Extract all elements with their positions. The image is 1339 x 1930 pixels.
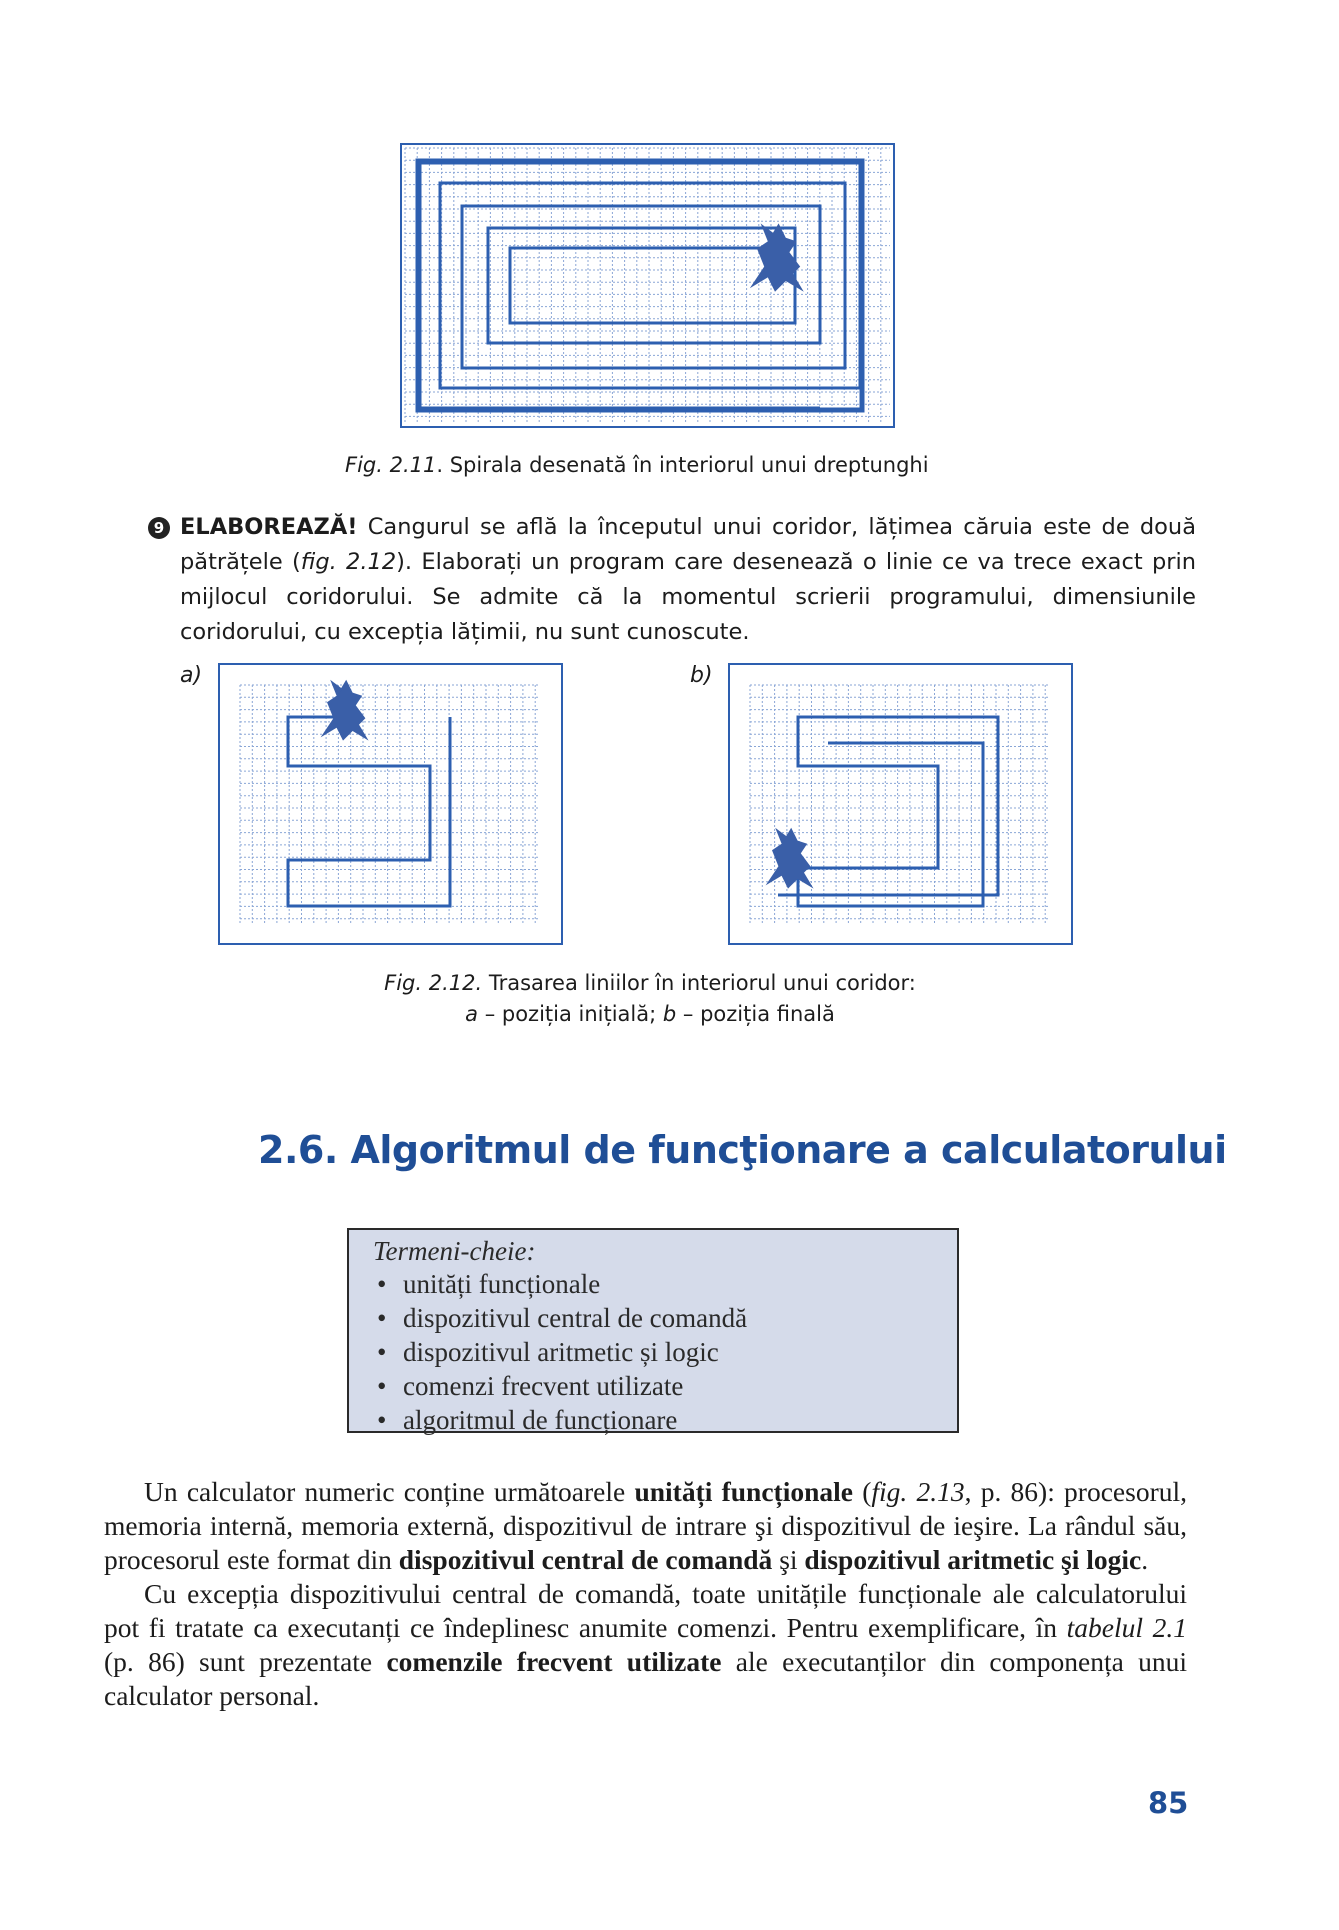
text-run: Cu excepția dispozitivului central de comandă, toate unitățile funcționale ale calculatorului pot fi tratate ca executanți ce îndeplinesc anumite comenzi. Pentru exemplificare, în	[104, 1578, 1187, 1643]
text-run: , p. 86): procesorul, memoria internă, memoria externă, dispozitivul de intrare şi dispozitivul de ieşire. La rândul său, procesorul este format din	[104, 1476, 1187, 1575]
figure-2-11-spiral	[400, 143, 895, 428]
text-run: (	[852, 1476, 872, 1507]
bold-term: dispozitivul aritmetic şi logic	[804, 1544, 1142, 1575]
table-ref: tabelul 2.1	[1066, 1612, 1187, 1643]
figure-ref: Fig. 2.11	[345, 453, 437, 477]
exercise-text-part: ). Elaborați un program care desenează o linie ce va trece exact prin mijlocul coridorului. Se admite că la momentul scrierii programului, dimensiunile coridorului, cu excepția lățimii, nu sunt cunoscute.	[180, 549, 1196, 645]
caption-text: Trasarea liniilor în interiorul unui coridor:	[482, 971, 916, 995]
paragraph-2	[104, 1577, 1187, 1713]
text-run: .	[1141, 1544, 1149, 1575]
exercise-fig-ref: fig. 2.12	[300, 549, 397, 575]
figure-2-12-b-corridor	[728, 663, 1073, 945]
caption-text: . Spirala desenată în interiorul unui dreptunghi	[436, 453, 929, 477]
subfigure-label-a: a)	[180, 663, 203, 688]
key-term-item: • comenzi frecvent utilizate	[373, 1369, 957, 1403]
page-number: 85	[1148, 1786, 1189, 1820]
figure-2-12-a-corridor	[218, 663, 563, 945]
fig-ref: fig. 2.13	[871, 1476, 965, 1507]
exercise-text	[180, 510, 1196, 650]
key-terms-list	[373, 1267, 957, 1437]
key-terms-box	[347, 1228, 959, 1433]
exercise-9	[148, 510, 1196, 650]
exercise-number-badge: 9	[148, 517, 170, 539]
text-run: ale executanților din componența unui calculator personal.	[104, 1646, 1187, 1711]
text-run: Un calculator numeric conține următoarele	[144, 1476, 635, 1507]
bold-term: comenzile frecvent utilizate	[386, 1646, 722, 1677]
key-term-item: • dispozitivul aritmetic și logic	[373, 1335, 957, 1369]
caption-text: – poziția inițială;	[478, 1002, 663, 1026]
figure-ref: Fig. 2.12.	[384, 971, 483, 995]
key-terms-title: Termeni-cheie:	[373, 1236, 536, 1266]
subfigure-label-b: b)	[690, 663, 713, 688]
exercise-tag: ELABOREAZĂ!	[180, 514, 358, 540]
figure-2-11-caption	[345, 450, 929, 481]
key-term-item: • algoritmul de funcționare	[373, 1403, 957, 1437]
body-text	[104, 1475, 1187, 1713]
key-term-item: • dispozitivul central de comandă	[373, 1301, 957, 1335]
exercise-text-part: Cangurul se află la începutul unui coridor, lățimea căruia este de două pătrățele (	[180, 514, 1196, 575]
caption-a: a	[465, 1002, 479, 1026]
key-term-item: • unități funcționale	[373, 1267, 957, 1301]
bold-term: dispozitivul central de comandă	[398, 1544, 773, 1575]
figure-2-12-caption	[370, 968, 930, 1030]
text-run: (p. 86) sunt prezentate	[104, 1646, 387, 1677]
caption-b: b	[662, 1002, 677, 1026]
paragraph-1	[104, 1475, 1187, 1577]
bold-term: unități funcționale	[634, 1476, 853, 1507]
caption-text: – poziția finală	[676, 1002, 835, 1026]
text-run: şi	[772, 1544, 805, 1575]
section-title: 2.6. Algoritmul de funcţionare a calculatorului	[258, 1128, 1227, 1172]
